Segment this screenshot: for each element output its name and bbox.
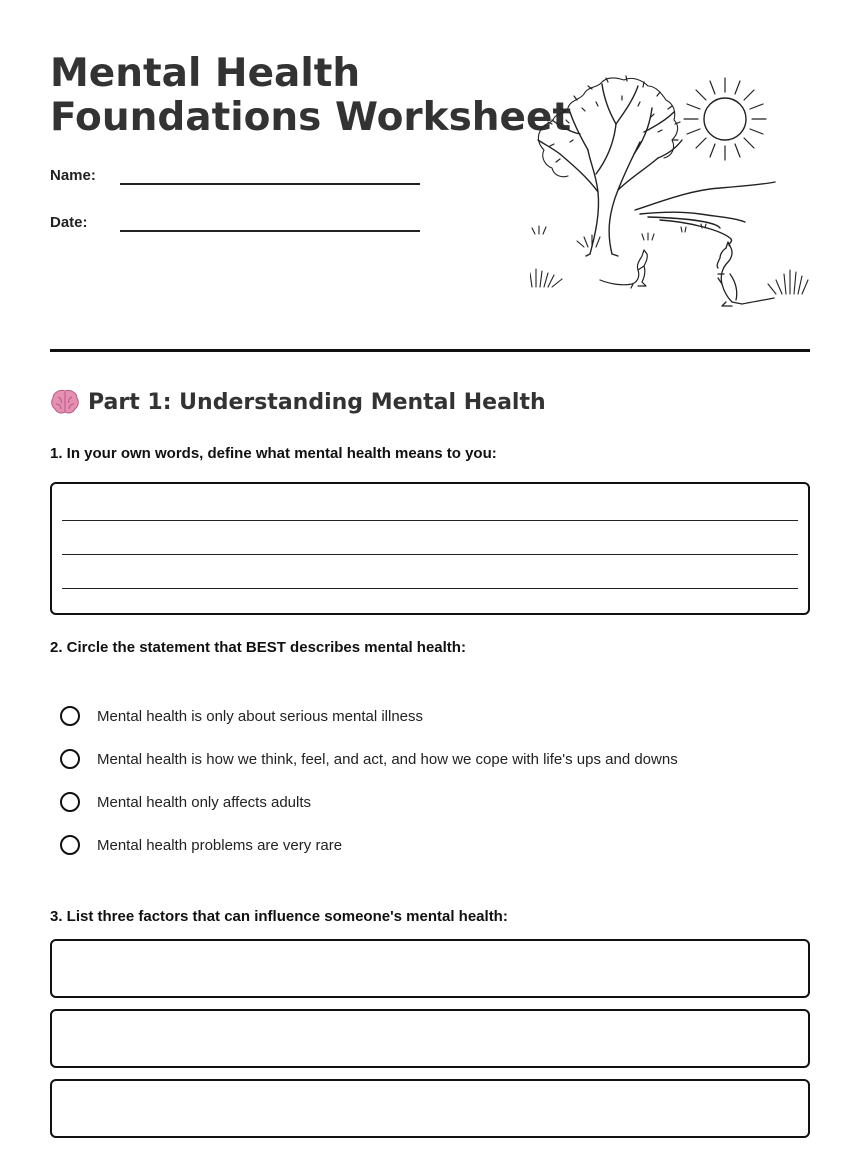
name-field-row xyxy=(50,161,420,191)
factor-3-box[interactable] xyxy=(50,1079,810,1138)
question-2-prompt: 2. Circle the statement that BEST describes mental health: xyxy=(50,639,466,656)
landscape-hills xyxy=(635,182,775,246)
part1-heading xyxy=(50,388,546,416)
name-label: Name: xyxy=(50,167,96,184)
option-2[interactable] xyxy=(60,746,678,772)
tree-icon xyxy=(538,76,682,256)
grass-tufts xyxy=(530,224,808,294)
answer-line xyxy=(62,520,798,521)
worksheet-page xyxy=(50,0,810,1161)
option-text: Mental health is only about serious mental illness xyxy=(97,707,424,725)
sun-icon xyxy=(684,78,766,160)
option-1[interactable] xyxy=(60,703,423,729)
radio-circle[interactable] xyxy=(60,792,80,812)
factor-2-box[interactable] xyxy=(50,1009,810,1068)
option-text: Mental health problems are very rare xyxy=(97,836,343,854)
date-input-line[interactable] xyxy=(120,230,420,232)
title-line-1: Mental Health xyxy=(50,51,361,96)
answer-line xyxy=(62,588,798,589)
kangaroo-small-icon xyxy=(600,250,647,288)
option-3[interactable] xyxy=(60,789,311,815)
date-label: Date: xyxy=(50,214,88,231)
option-4[interactable] xyxy=(60,832,342,858)
option-text: Mental health only affects adults xyxy=(97,793,312,811)
answer-line xyxy=(62,554,798,555)
kangaroo-large-icon xyxy=(717,242,774,306)
part1-heading-text: Part 1: Understanding Mental Health xyxy=(88,389,546,415)
option-text: Mental health is how we think, feel, and act, and how we cope with life's ups and downs xyxy=(97,750,678,768)
title-line-2: Foundations Worksheet xyxy=(50,95,572,140)
name-input-line[interactable] xyxy=(120,183,420,185)
brain-icon xyxy=(50,388,80,416)
radio-circle[interactable] xyxy=(60,749,80,769)
outback-illustration xyxy=(530,62,815,317)
date-field-row xyxy=(50,208,420,238)
factor-1-box[interactable] xyxy=(50,939,810,998)
question-3-prompt: 3. List three factors that can influence someone's mental health: xyxy=(50,908,508,925)
question-1-prompt: 1. In your own words, define what mental health means to you: xyxy=(50,445,497,462)
radio-circle[interactable] xyxy=(60,835,80,855)
question-1-answer-box[interactable] xyxy=(50,482,810,615)
worksheet-title xyxy=(50,51,572,140)
radio-circle[interactable] xyxy=(60,706,80,726)
header-divider xyxy=(50,349,810,352)
